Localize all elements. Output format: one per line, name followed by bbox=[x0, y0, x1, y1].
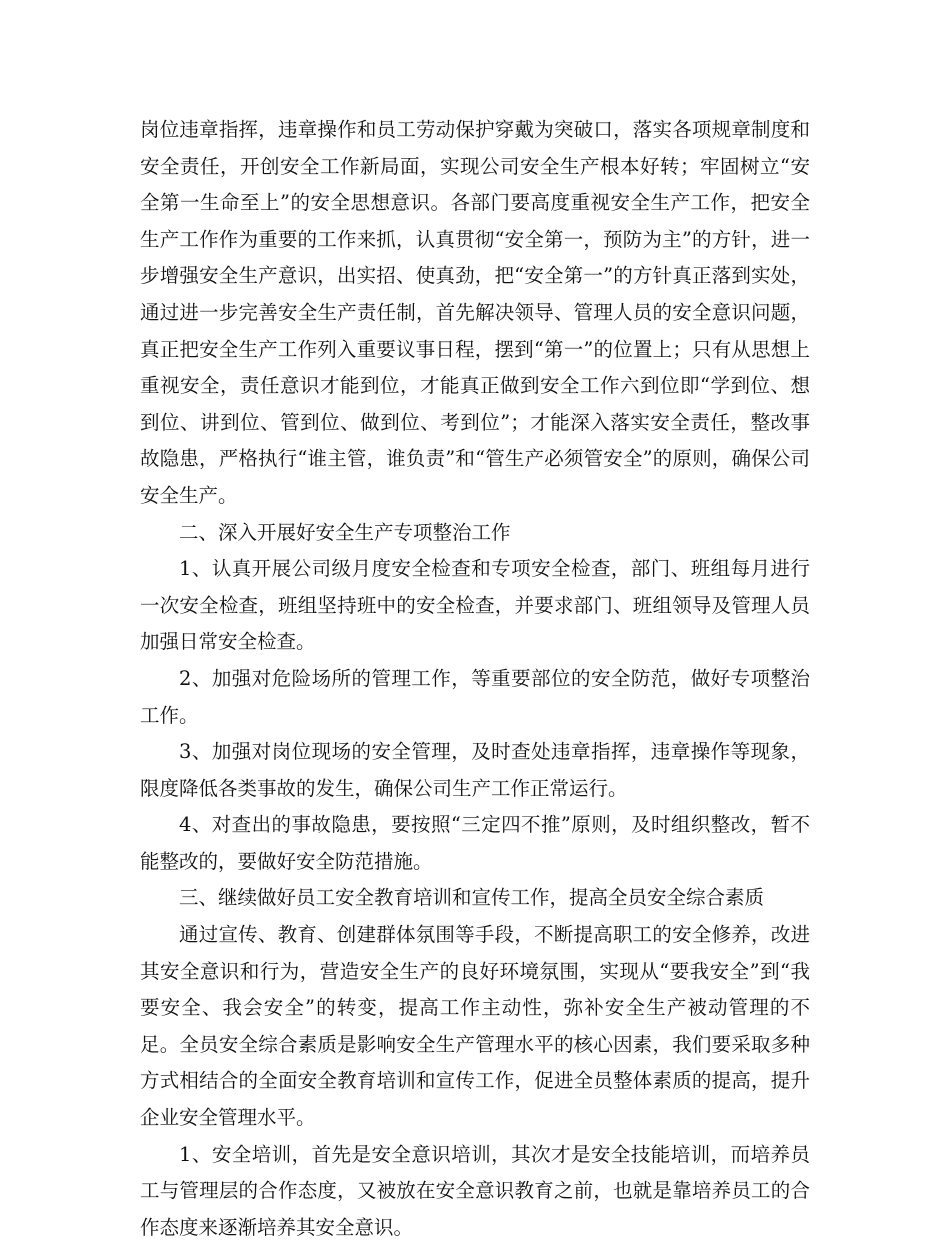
document-body bbox=[140, 112, 810, 1246]
section-heading-2: 二、深入开展好安全生产专项整治工作 bbox=[179, 520, 511, 544]
section-heading-3: 三、继续做好员工安全教育培训和宣传工作，提高全员安全综合素质 bbox=[179, 886, 765, 910]
list-item-2-1: 1、认真开展公司级月度安全检查和专项安全检查，部门、班组每月进行一次安全检查，班组坚持班中的安全检查，并要求部门、班组领导及管理人员加强日常安全检查。 bbox=[140, 557, 810, 654]
paragraph-section-3-body: 通过宣传、教育、创建群体氛围等手段，不断提高职工的安全修养，改进其安全意识和行为，营造安全生产的良好环境氛围，实现从“要我安全”到“我要安全、我会安全”的转变，提高工作主动性，弥补安全生产被动管理的不足。全员安全综合素质是影响安全生产管理水平的核心因素，我们要采取多种方式相结合的全面安全教育培训和宣传工作，促进全员整体素质的提高，提升企业安全管理水平。 bbox=[140, 923, 810, 1130]
list-item-2-2: 2、加强对危险场所的管理工作，等重要部位的安全防范，做好专项整治工作。 bbox=[140, 666, 810, 727]
list-item-2-3: 3、加强对岗位现场的安全管理，及时查处违章指挥，违章操作等现象，限度降低各类事故的发生，确保公司生产工作正常运行。 bbox=[140, 740, 810, 800]
list-item-2-4: 4、对查出的事故隐患，要按照“三定四不推”原则，及时组织整改，暂不能整改的，要做好安全防范措施。 bbox=[140, 813, 810, 873]
list-item-3-1: 1、安全培训，首先是安全意识培训，其次才是安全技能培训，而培养员工与管理层的合作态度，又被放在安全意识教育之前，也就是靠培养员工的合作态度来逐渐培养其安全意识。 bbox=[140, 1142, 810, 1239]
paragraph-continuation: 岗位违章指挥，违章操作和员工劳动保护穿戴为突破口，落实各项规章制度和安全责任，开创安全工作新局面，实现公司安全生产根本好转；牢固树立“安全第一生命至上”的安全思想意识。各部门要高度重视安全生产工作，把安全生产工作作为重要的工作来抓，认真贯彻“安全第一，预防为主”的方针，进一步增强安全生产意识，出实招、使真劲，把“安全第一”的方针真正落到实处，通过进一步完善安全生产责任制，首先解决领导、管理人员的安全意识问题，真正把安全生产工作列入重要议事日程，摆到“第一”的位置上；只有从思想上重视安全，责任意识才能到位，才能真正做到安全工作六到位即“学到位、想到位、讲到位、管到位、做到位、考到位”；才能深入落实安全责任，整改事故隐患，严格执行“谁主管，谁负责”和“管生产必须管安全”的原则，确保公司安全生产。 bbox=[140, 118, 810, 507]
